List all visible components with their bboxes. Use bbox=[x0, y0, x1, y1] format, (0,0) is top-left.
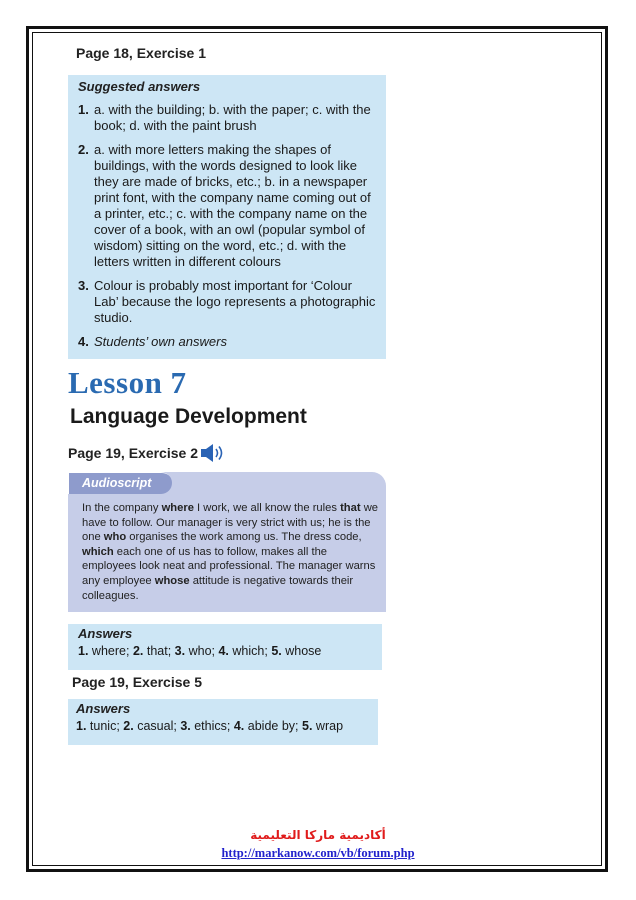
suggested-answers-box bbox=[68, 75, 386, 359]
exercise-5-answers-box bbox=[68, 699, 378, 745]
exercise-5-answers-line: 1. tunic; 2. casual; 3. ethics; 4. abide by; 5. wrap bbox=[76, 719, 344, 733]
footer-forum-link[interactable]: http://markanow.com/vb/forum.php bbox=[221, 846, 415, 860]
lesson-title: Lesson 7 bbox=[68, 365, 187, 400]
suggested-answers-list bbox=[78, 102, 376, 350]
audioscript-text bbox=[82, 501, 382, 603]
audioscript-segment: we have to follow. Our manager is very strict with us; he is the one bbox=[82, 502, 379, 544]
exercise-2-answers-line: 1. where; 2. that; 3. who; 4. which; 5. whose bbox=[78, 644, 322, 658]
footer-academy-name: أكاديمية ماركا التعليمية bbox=[250, 828, 386, 842]
audioscript-segment: organises the work among us. The dress code, bbox=[126, 531, 362, 544]
audioscript-bold-word: who bbox=[103, 531, 127, 544]
list-item: 3. Colour is probably most important for ‘Colour Lab’ because the logo represents a photographic studio. bbox=[78, 278, 376, 325]
speaker-icon[interactable] bbox=[201, 444, 225, 462]
audioscript-segment: attitude is negative towards their colleagues. bbox=[82, 574, 354, 602]
list-item: 1. a. with the building; b. with the paper; c. with the book; d. with the paint brush bbox=[78, 102, 371, 133]
audioscript-segment: each one of us has to follow, makes all the employees look neat and professional. The manager warns any employee bbox=[82, 545, 376, 587]
audioscript-box bbox=[68, 472, 386, 612]
audioscript-label: Audioscript bbox=[68, 472, 172, 494]
audioscript-bold-word: whose bbox=[154, 574, 190, 587]
audioscript-bold-word: which bbox=[82, 545, 114, 558]
list-item: 4. Students’ own answers bbox=[78, 334, 227, 349]
exercise-2-answers-box bbox=[68, 624, 382, 670]
audioscript-bold-word: where bbox=[161, 502, 194, 514]
exercise-2-answers-title: Answers bbox=[78, 626, 133, 641]
audioscript-bold-word: that bbox=[340, 502, 361, 514]
audioscript-segment: In the company bbox=[82, 502, 162, 514]
exercise-5-heading: Page 19, Exercise 5 bbox=[72, 674, 202, 690]
exercise-2-heading: Page 19, Exercise 2 bbox=[68, 445, 198, 461]
audioscript-segment: I work, we all know the rules bbox=[193, 502, 341, 514]
exercise-5-answers-title: Answers bbox=[76, 701, 131, 716]
list-item: 2. a. with more letters making the shapes of buildings, with the words designed to look like they are made of bricks, etc.; b. in a newspaper print font, with the company name coming out of a printer, etc.; c. with the company name on the cover of a book, with an owl (popular symbol of wisdom) sitting on the word, etc.; d. with the letters written in different colours bbox=[78, 142, 371, 269]
exercise-1-heading: Page 18, Exercise 1 bbox=[76, 45, 206, 61]
lesson-subtitle: Language Development bbox=[70, 405, 307, 428]
suggested-answers-title: Suggested answers bbox=[78, 79, 201, 94]
